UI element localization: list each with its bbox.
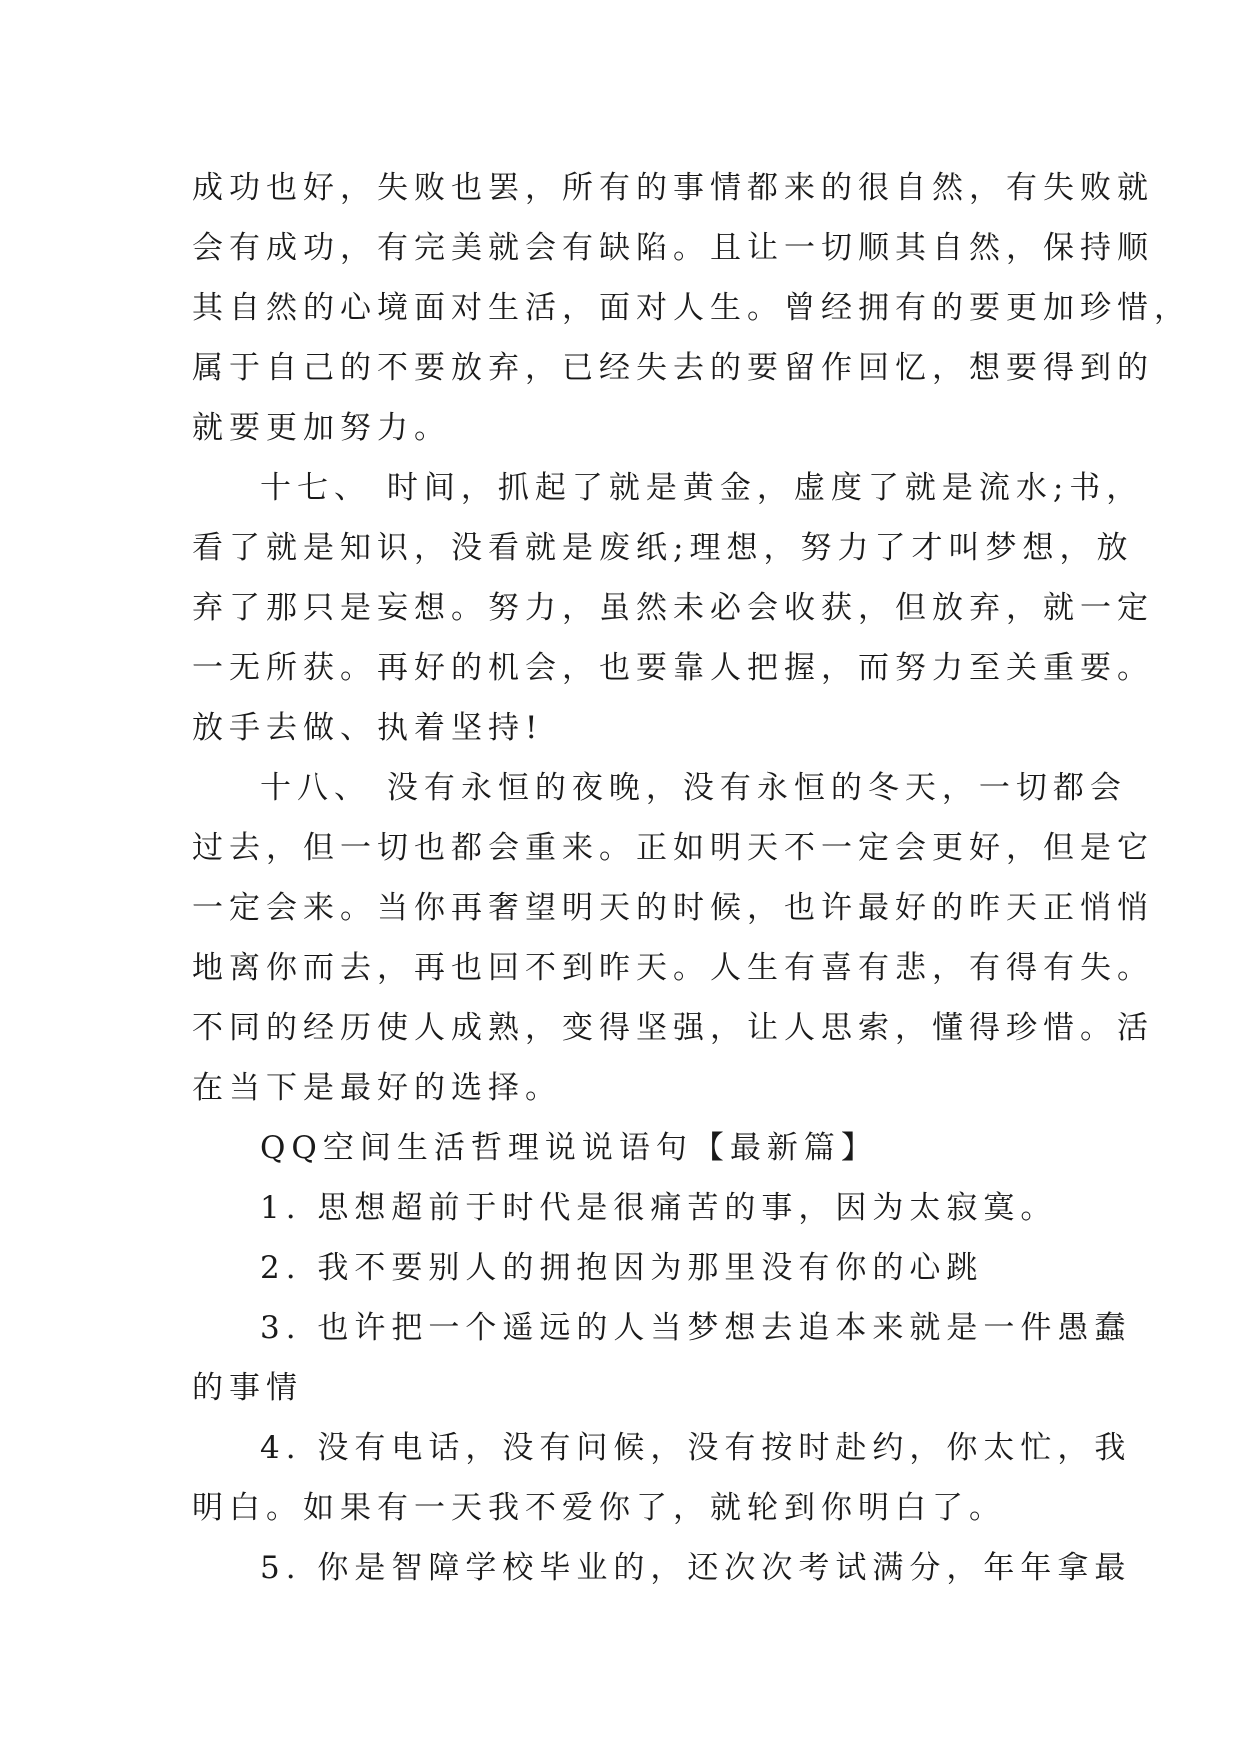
- text-line: 属于自己的不要放弃，已经失去的要留作回忆，想要得到的: [192, 350, 1154, 386]
- list-item: 3. 也许把一个遥远的人当梦想去追本来就是一件愚蠢: [260, 1310, 1132, 1346]
- text-line: 就要更加努力。: [192, 410, 451, 446]
- text-line: 看了就是知识，没看就是废纸;理想，努力了才叫梦想，放: [192, 530, 1134, 566]
- text-line: 明白。如果有一天我不爱你了，就轮到你明白了。: [192, 1490, 1006, 1526]
- text-line: 一定会来。当你再奢望明天的时候，也许最好的昨天正悄悄: [192, 890, 1154, 926]
- text-line: 不同的经历使人成熟，变得坚强，让人思索，懂得珍惜。活: [192, 1010, 1154, 1046]
- paragraph-start-line: 十七、 时间，抓起了就是黄金，虚度了就是流水;书，: [260, 470, 1144, 506]
- text-line: 过去，但一切也都会重来。正如明天不一定会更好，但是它: [192, 830, 1154, 866]
- section-heading: QQ空间生活哲理说说语句【最新篇】: [260, 1130, 878, 1166]
- text-line: 一无所获。再好的机会，也要靠人把握，而努力至关重要。: [192, 650, 1154, 686]
- text-line: 在当下是最好的选择。: [192, 1070, 562, 1106]
- list-item: 1. 思想超前于时代是很痛苦的事，因为太寂寞。: [260, 1190, 1058, 1226]
- text-line: 地离你而去，再也回不到昨天。人生有喜有悲，有得有失。: [192, 950, 1154, 986]
- text-line: 弃了那只是妄想。努力，虽然未必会收获，但放弃，就一定: [192, 590, 1154, 626]
- text-line: 其自然的心境面对生活，面对人生。曾经拥有的要更加珍惜，: [192, 290, 1191, 326]
- document-body: [192, 158, 1191, 1598]
- list-item: 5. 你是智障学校毕业的，还次次考试满分，年年拿最: [260, 1550, 1132, 1586]
- text-line: 会有成功，有完美就会有缺陷。且让一切顺其自然，保持顺: [192, 230, 1154, 266]
- text-line: 成功也好，失败也罢，所有的事情都来的很自然，有失败就: [192, 170, 1154, 206]
- paragraph-start-line: 十八、 没有永恒的夜晚，没有永恒的冬天，一切都会: [260, 770, 1127, 806]
- text-line: 的事情: [192, 1370, 303, 1406]
- list-item: 4. 没有电话，没有问候，没有按时赴约，你太忙，我: [260, 1430, 1132, 1466]
- list-item: 2. 我不要别人的拥抱因为那里没有你的心跳: [260, 1250, 984, 1286]
- text-line: 放手去做、执着坚持!: [192, 710, 544, 746]
